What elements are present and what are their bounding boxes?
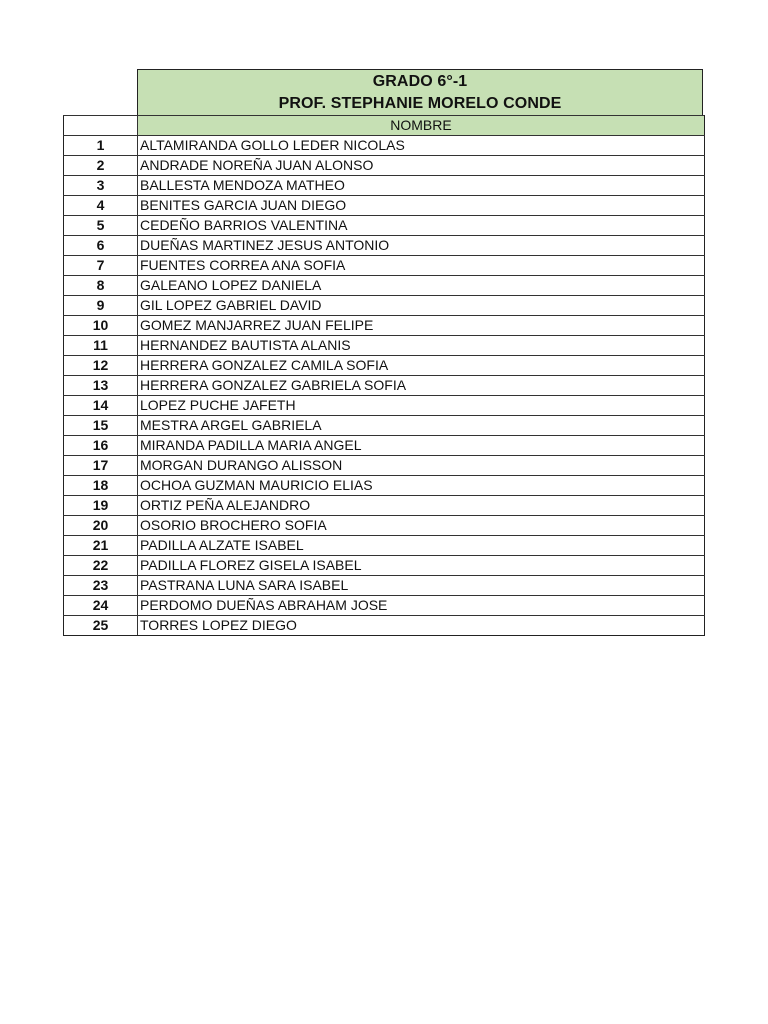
student-name: ANDRADE NOREÑA JUAN ALONSO [138,156,705,176]
row-number: 1 [64,136,138,156]
student-name: PADILLA FLOREZ GISELA ISABEL [138,556,705,576]
name-column-header: NOMBRE [138,116,705,136]
student-table [63,115,705,636]
table-row [64,416,705,436]
row-number: 3 [64,176,138,196]
table-row [64,216,705,236]
row-number: 4 [64,196,138,216]
grade-title: GRADO 6°-1 [372,72,468,90]
table-row [64,156,705,176]
table-row [64,296,705,316]
row-number: 18 [64,476,138,496]
table-row [64,516,705,536]
table-row [64,276,705,296]
table-row [64,496,705,516]
table-header-row [64,116,705,136]
student-name: ALTAMIRANDA GOLLO LEDER NICOLAS [138,136,705,156]
row-number: 12 [64,356,138,376]
table-row [64,596,705,616]
table-row [64,176,705,196]
student-name: GOMEZ MANJARREZ JUAN FELIPE [138,316,705,336]
student-name: CEDEÑO BARRIOS VALENTINA [138,216,705,236]
table-row [64,436,705,456]
student-name: BALLESTA MENDOZA MATHEO [138,176,705,196]
title-block [137,69,703,115]
row-number: 13 [64,376,138,396]
row-number: 17 [64,456,138,476]
student-name: OSORIO BROCHERO SOFIA [138,516,705,536]
student-name: FUENTES CORREA ANA SOFIA [138,256,705,276]
table-row [64,396,705,416]
table-row [64,536,705,556]
student-name: BENITES GARCIA JUAN DIEGO [138,196,705,216]
table-row [64,236,705,256]
student-name: HERRERA GONZALEZ GABRIELA SOFIA [138,376,705,396]
student-name: HERRERA GONZALEZ CAMILA SOFIA [138,356,705,376]
row-number: 25 [64,616,138,636]
table-row [64,316,705,336]
table-row [64,616,705,636]
row-number: 11 [64,336,138,356]
student-name: DUEÑAS MARTINEZ JESUS ANTONIO [138,236,705,256]
table-row [64,256,705,276]
teacher-title: PROF. STEPHANIE MORELO CONDE [278,94,562,112]
student-name: MIRANDA PADILLA MARIA ANGEL [138,436,705,456]
roster-sheet [63,69,704,636]
row-number: 2 [64,156,138,176]
row-number: 20 [64,516,138,536]
row-number: 24 [64,596,138,616]
table-row [64,556,705,576]
student-name: PADILLA ALZATE ISABEL [138,536,705,556]
student-name: OCHOA GUZMAN MAURICIO ELIAS [138,476,705,496]
number-column-header [64,116,138,136]
student-name: PASTRANA LUNA SARA ISABEL [138,576,705,596]
student-name: MORGAN DURANGO ALISSON [138,456,705,476]
student-name: GIL LOPEZ GABRIEL DAVID [138,296,705,316]
row-number: 15 [64,416,138,436]
row-number: 6 [64,236,138,256]
student-name: MESTRA ARGEL GABRIELA [138,416,705,436]
student-rows [64,136,705,636]
row-number: 7 [64,256,138,276]
student-name: GALEANO LOPEZ DANIELA [138,276,705,296]
student-name: HERNANDEZ BAUTISTA ALANIS [138,336,705,356]
student-name: LOPEZ PUCHE JAFETH [138,396,705,416]
table-row [64,136,705,156]
row-number: 8 [64,276,138,296]
table-row [64,476,705,496]
table-row [64,376,705,396]
row-number: 5 [64,216,138,236]
table-row [64,336,705,356]
row-number: 22 [64,556,138,576]
table-row [64,196,705,216]
table-row [64,456,705,476]
row-number: 19 [64,496,138,516]
row-number: 14 [64,396,138,416]
row-number: 9 [64,296,138,316]
row-number: 16 [64,436,138,456]
student-name: PERDOMO DUEÑAS ABRAHAM JOSE [138,596,705,616]
student-name: TORRES LOPEZ DIEGO [138,616,705,636]
student-name: ORTIZ PEÑA ALEJANDRO [138,496,705,516]
row-number: 23 [64,576,138,596]
row-number: 10 [64,316,138,336]
table-row [64,356,705,376]
row-number: 21 [64,536,138,556]
table-row [64,576,705,596]
